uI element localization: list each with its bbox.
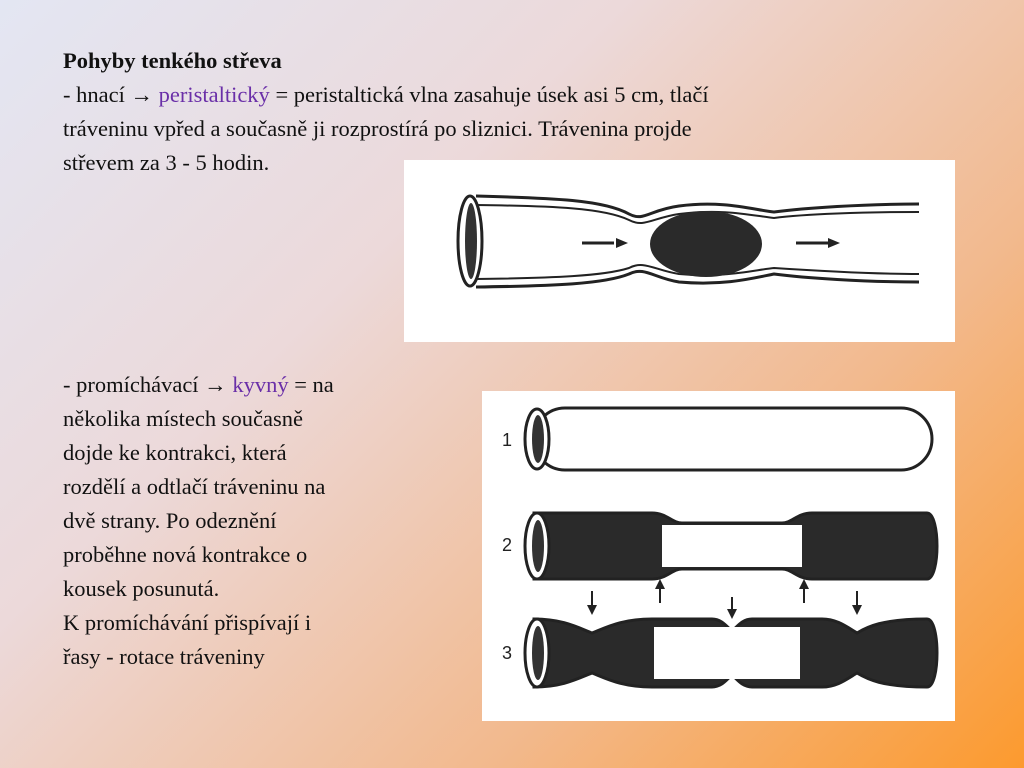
food-bolus: [650, 211, 762, 277]
segmentation-figure: [482, 391, 955, 721]
pendular-line-8: K promíchávání přispívají i: [63, 610, 312, 635]
pendular-term: kyvný: [232, 372, 289, 397]
peristalsis-prefix: - hnací →: [63, 82, 159, 107]
pendular-line-6: proběhne nová kontrakce o: [63, 542, 308, 567]
peristalsis-term: peristaltický: [158, 82, 270, 107]
pendular-line-1: [63, 368, 423, 402]
stage-3-label: 3: [502, 643, 513, 663]
pendular-text: [63, 368, 423, 674]
pendular-definition: = na: [288, 372, 334, 397]
peristalsis-definition: = peristaltická vlna zasahuje úsek asi 5 cm, tlačí: [269, 82, 709, 107]
peristalsis-line-1: [63, 78, 903, 112]
stage-1-tube: [525, 408, 932, 470]
peristalsis-line-3: střevem za 3 - 5 hodin.: [63, 150, 270, 175]
pendular-line-4: rozdělí a odtlačí tráveninu na: [63, 474, 326, 499]
peristalsis-figure: [404, 160, 955, 342]
peristalsis-diagram: [404, 160, 955, 342]
pendular-line-5: dvě strany. Po odeznění: [63, 508, 277, 533]
stage-2-tube: [525, 513, 937, 579]
segmentation-diagram: [482, 391, 955, 721]
peristalsis-line-2: tráveninu vpřed a současně ji rozprostírá po sliznici. Trávenina projde: [63, 116, 692, 141]
direction-arrow-right: [796, 238, 840, 248]
slide-title: Pohyby tenkého střeva: [63, 48, 282, 73]
stage-1-label: 1: [502, 430, 513, 450]
pendular-line-3: dojde ke kontrakci, která: [63, 440, 287, 465]
pendular-prefix: - promíchávací →: [63, 372, 233, 397]
pendular-line-9: řasy - rotace tráveniny: [63, 644, 265, 669]
stage-3-tube: [525, 619, 937, 687]
direction-arrow-left: [582, 238, 628, 248]
pendular-line-7: kousek posunutá.: [63, 576, 220, 601]
stage-2-label: 2: [502, 535, 513, 555]
pendular-line-2: několika místech současně: [63, 406, 303, 431]
tube-opening-inner: [465, 203, 477, 279]
stage-3-down-arrows: [587, 591, 862, 619]
